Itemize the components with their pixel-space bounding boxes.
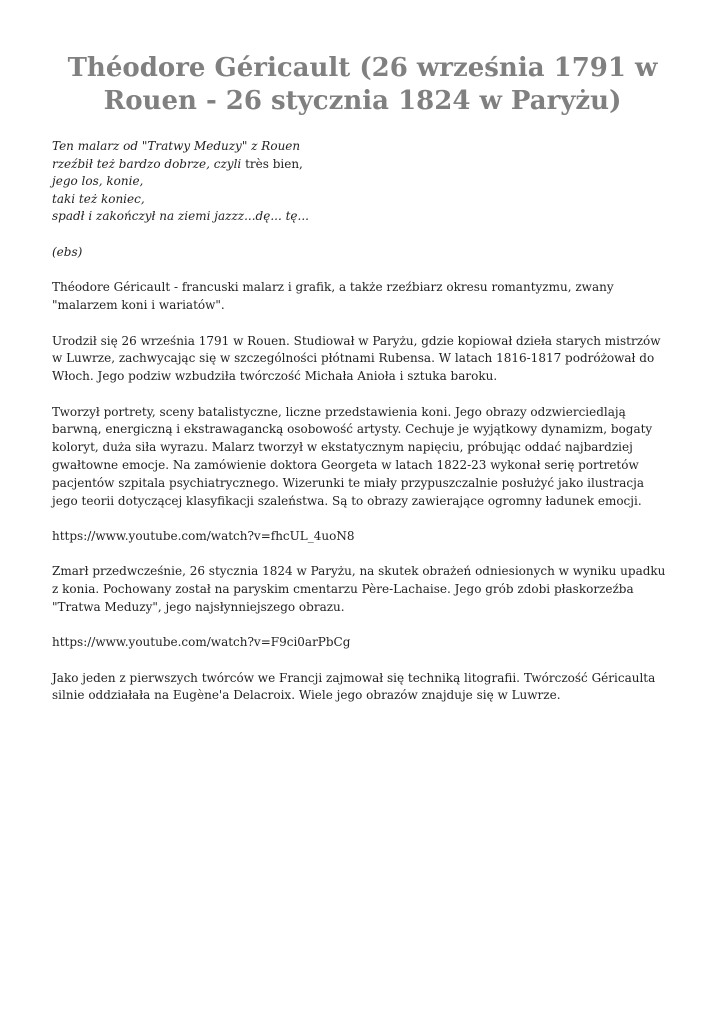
paragraph-bio: Urodził się 26 września 1791 w Rouen. Studiował w Paryżu, gdzie kopiował dzieła starych mistrzów w Luwrze, zachwycając się w szczególności płótnami Rubensa. W latach 1816-1817 podróżował do Włoch. Jego podziw wzbudziła twórczość Michała Anioła i sztuka baroku. [52,333,661,384]
youtube-link-1[interactable]: https://www.youtube.com/watch?v=fhcUL_4uoN8 [52,528,355,543]
signature: (ebs) [52,244,83,259]
poem-line-2-upright: très bien, [245,156,303,171]
poem [52,138,673,226]
paragraph-death: Zmarł przedwcześnie, 26 stycznia 1824 w Paryżu, na skutek obrażeń odniesionych w wyniku upadku z konia. Pochowany został na paryskim cmentarzu Père-Lachaise. Jego grób zdobi płaskorzeźba "Tratwa Meduzy", jego najsłynniejszego obrazu. [52,564,666,614]
paragraph-works: Tworzył portrety, sceny batalistyczne, liczne przedstawienia koni. Jego obrazy odzwierciedlają barwną, energiczną i ekstrawagancką osobowość artysty. Cechuje je wyjątkowy dynamizm, bogaty koloryt, duża siła wyrazu. Malarz tworzył w ekstatycznym napięciu, próbując oddać najbardziej gwałtowne emocje. Na zamówienie doktora Georgeta w latach 1822-23 wykonał serię portretów pacjentów szpitala psychiatrycznego. Wizerunki te miały przypuszczalnie posłużyć jako ilustracja jego teorii dotyczącej klasyfikacji szaleństwa. Są to obrazy zawierające ogromny ładunek emocji. [52,404,653,508]
poem-line-1: Ten malarz od "Tratwy Meduzy" z Rouen [52,139,301,153]
poem-line-4: taki też koniec, [52,191,145,206]
poem-line-2-italic: rzeźbił też bardzo dobrze, czyli [52,156,246,171]
page-title: Théodore Géricault (26 września 1791 w Rouen - 26 stycznia 1824 w Paryżu) [67,53,658,116]
poem-line-5: spadł i zakończył na ziemi jazzz...dę... tę... [52,209,309,224]
poem-line-3: jego los, konie, [52,174,144,189]
poem-line-2 [52,156,673,174]
youtube-link-2[interactable]: https://www.youtube.com/watch?v=F9ci0arPbCg [52,635,351,650]
paragraph-legacy: Jako jeden z pierwszych twórców we Francji zajmował się techniką litografii. Twórczość Géricaulta silnie oddziałała na Eugène'a Delacroix. Wiele jego obrazów znajduje się w Luwrze. [52,670,656,703]
paragraph-intro: Théodore Géricault - francuski malarz i grafik, a także rzeźbiarz okresu romantyzmu, zwany "malarzem koni i wariatów". [52,280,614,313]
